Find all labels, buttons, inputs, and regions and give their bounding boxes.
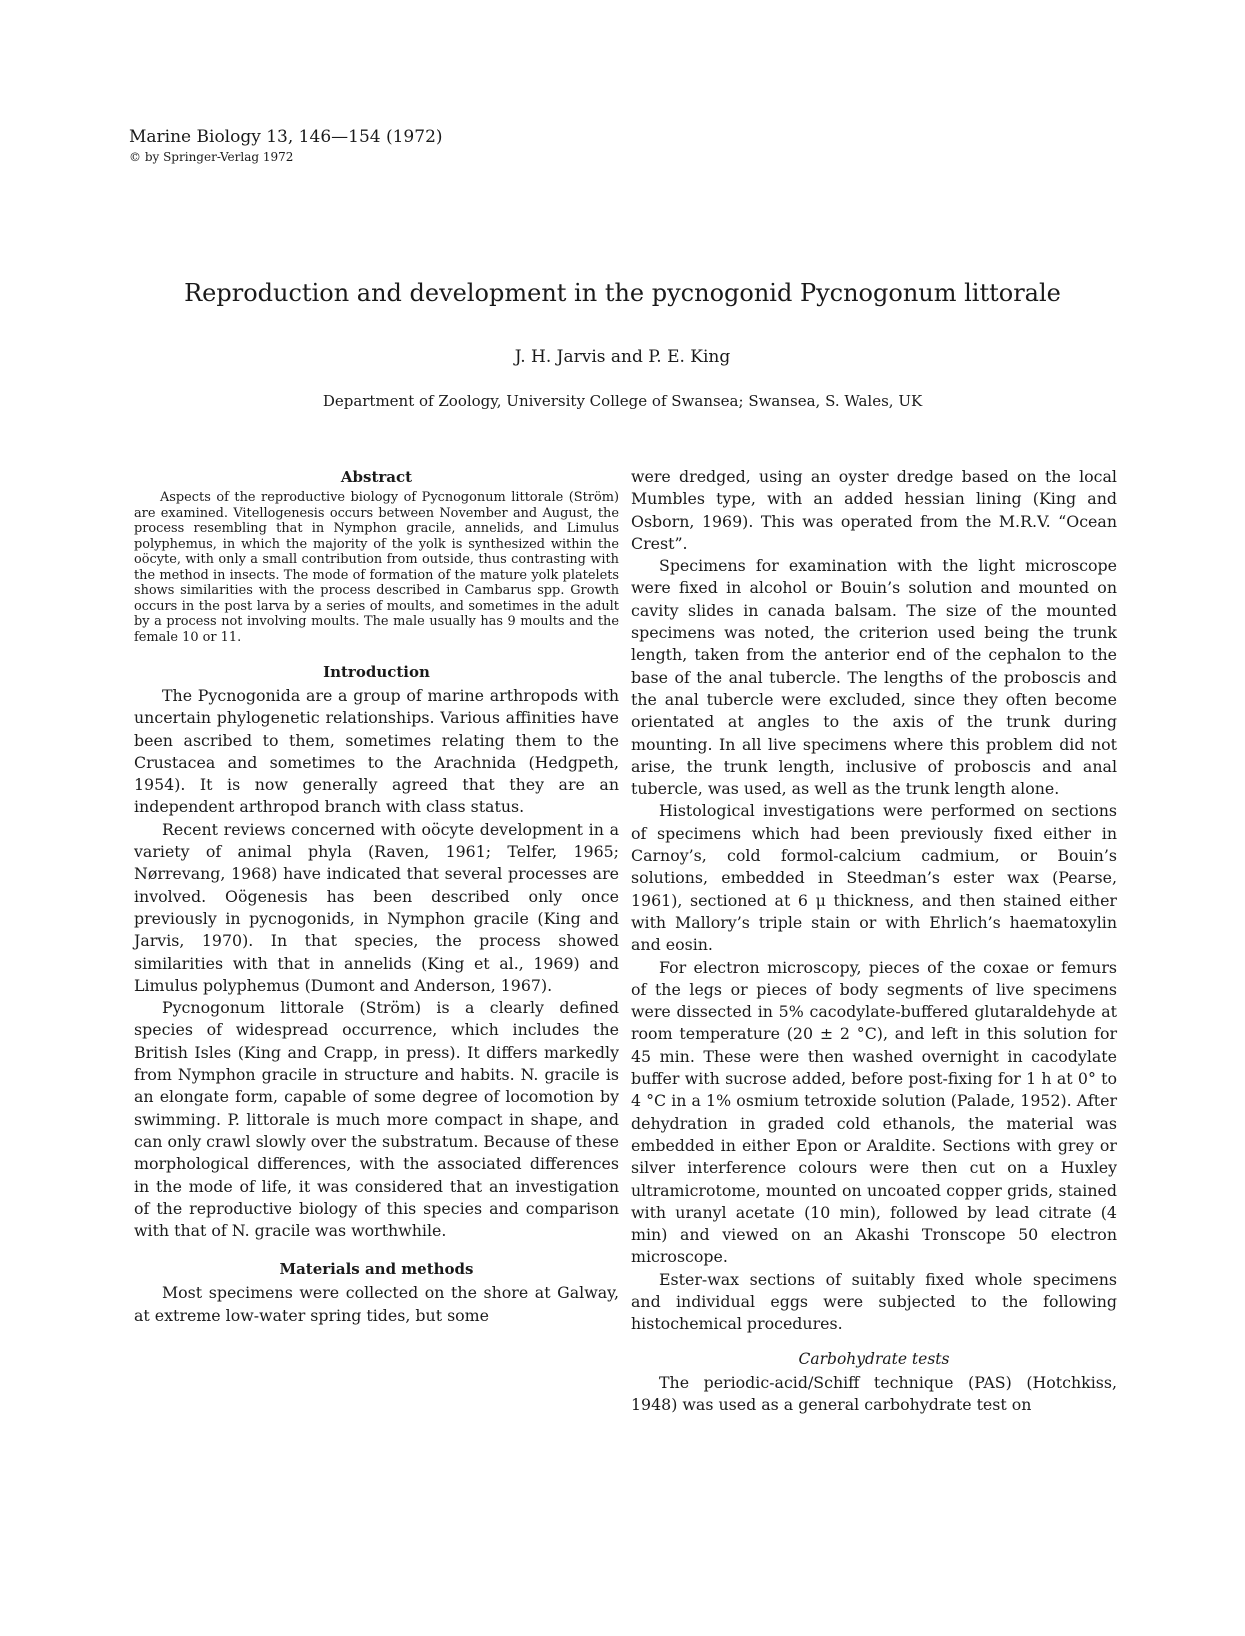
methods-paragraph: Specimens for examination with the light microscope were fixed in alcohol or Bouin’s solution and mounted on cavity slides in canada balsam. The size of the mounted specimens was noted, the criterion used being the trunk length, taken from the anterior end of the cephalon to the base of the anal tubercle. The lengths of the proboscis and the anal tubercle were excluded, since they often become orientated at angles to the axis of the trunk during mounting. In all live specimens where this problem did not arise, the trunk length, inclusive of proboscis and anal tubercle, was used, as well as the trunk length alone. xyxy=(631,556,1117,799)
methods-paragraph: Most specimens were collected on the shore at Galway, at extreme low-water spring tides, but some xyxy=(134,1283,619,1325)
methods-paragraph: Histological investigations were performed on sections of specimens which had been previously fixed either in Carnoy’s, cold formol-calcium cadmium, or Bouin’s solutions, embedded in Steedman’s ester wax (Pearse, 1961), sectioned at 6 μ thickness, and then stained either with Mallory’s triple stain or with Ehrlich’s haematoxylin and eosin. xyxy=(631,801,1117,955)
methods-heading: Materials and methods xyxy=(279,1260,474,1279)
methods-paragraph: For electron microscopy, pieces of the coxae or femurs of the legs or pieces of body segments of live specimens were dissected in 5% cacodylate-buffered glutaraldehyde at room temperature (20 ± 2 °C), and left in this solution for 45 min. These were then washed overnight in cacodylate buffer with sucrose added, before post-fixing for 1 h at 0° to 4 °C in a 1% osmium tetroxide solution (Palade, 1952). After dehydration in graded cold ethanols, the material was embedded in either Epon or Araldite. Sections with grey or silver interference colours were then cut on a Huxley ultramicrotome, mounted on uncoated copper grids, stained with uranyl acetate (10 min), followed by lead citrate (4 min) and viewed on an Akashi Tronscope 50 electron microscope. xyxy=(631,957,1117,1267)
methods-paragraph: were dredged, using an oyster dredge based on the local Mumbles type, with an added hessian lining (King and Osborn, 1969). This was operated from the M.R.V. “Ocean Crest”. xyxy=(631,467,1117,553)
paper-authors: J. H. Jarvis and P. E. King xyxy=(514,347,731,367)
intro-paragraph: Pycnogonum littorale (Ström) is a clearly defined species of widespread occurrence, which includes the British Isles (King and Crapp, in press). It differs markedly from Nymphon gracile in structure and habits. N. gracile is an elongate form, capable of some degree of locomotion by swimming. P. littorale is much more compact in shape, and can only crawl slowly over the substratum. Because of these morphological differences, with the associated differences in the mode of life, it was considered that an investigation of the reproductive biology of this species and comparison with that of N. gracile was worthwhile. xyxy=(134,998,619,1241)
carbohydrate-paragraph: The periodic-acid/Schiff technique (PAS) (Hotchkiss, 1948) was used as a general carbohydrate test on xyxy=(631,1372,1117,1414)
introduction-heading: Introduction xyxy=(323,663,430,681)
left-column xyxy=(134,466,619,1327)
paper-title: Reproduction and development in the pycnogonid Pycnogonum littorale xyxy=(184,279,1061,307)
intro-paragraph: The Pycnogonida are a group of marine arthropods with uncertain phylogenetic relationships. Various affinities have been ascribed to them, sometimes relating them to the Crustacea and sometimes to the Arachnida (Hedgpeth, 1954). It is now generally agreed that they are an independent arthropod branch with class status. xyxy=(134,686,619,817)
right-column xyxy=(631,466,1117,1416)
journal-copyright: © by Springer-Verlag 1972 xyxy=(129,150,294,164)
abstract-text: Aspects of the reproductive biology of Pycnogonum littorale (Ström) are examined. Vitellogenesis occurs between November and August, the process resembling that in Nymphon gracile, annelids, and Limulus polyphemus, in which the majority of the yolk is synthesized within the oöcyte, with only a small contribution from outside, thus contrasting with the method in insects. The mode of formation of the mature yolk platelets shows similarities with the process described in Cambarus spp. Growth occurs in the post larva by a series of moults, and sometimes in the adult by a process not involving moults. The male usually has 9 moults and the female 10 or 11. xyxy=(134,490,619,645)
journal-citation: Marine Biology 13, 146—154 (1972) xyxy=(129,127,443,147)
journal-header xyxy=(129,127,443,166)
intro-paragraph: Recent reviews concerned with oöcyte development in a variety of animal phyla (Raven, 1961; Telfer, 1965; Nørrevang, 1968) have indicated that several processes are involved. Oögenesis has been described only once previously in pycnogonids, in Nymphon gracile (King and Jarvis, 1970). In that species, the process showed similarities with that in annelids (King et al., 1969) and Limulus polyphemus (Dumont and Anderson, 1967). xyxy=(134,819,619,995)
methods-paragraph: Ester-wax sections of suitably fixed whole specimens and individual eggs were subjected to the following histochemical procedures. xyxy=(631,1269,1117,1334)
carbohydrate-heading: Carbohydrate tests xyxy=(798,1349,950,1368)
abstract-heading: Abstract xyxy=(340,468,413,486)
paper-affiliation: Department of Zoology, University College of Swansea; Swansea, S. Wales, UK xyxy=(322,392,923,410)
